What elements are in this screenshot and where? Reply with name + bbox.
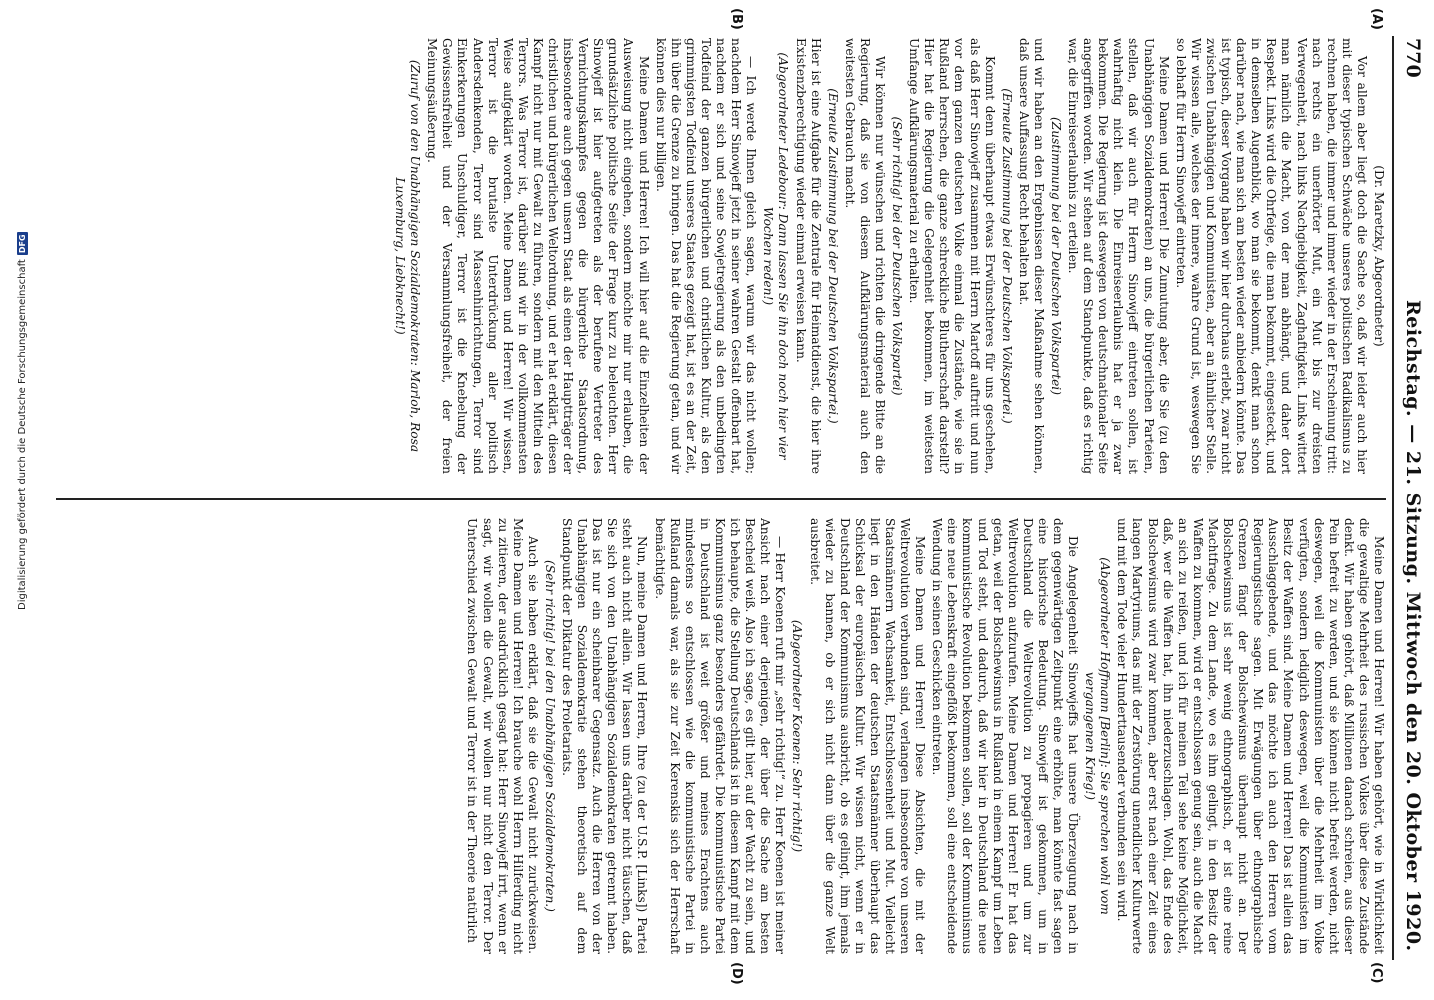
interjection-paragraph: (Abgeordneter Hoffmann [Berlin]: Sie sprechen wohl vom vergangenen Krieg!) bbox=[1083, 557, 1113, 915]
interjection-paragraph: (Sehr richtig! bei den Unabhängigen Sozialdemokraten.) bbox=[542, 560, 557, 912]
speech-paragraph: — Ich werde Ihnen gleich sagen, warum wir das nicht wollen; nachdem Herr Sinowjeff jetzt in seiner wahren Gestalt offenbart hat, nachdem er sich und seine Sowjetregierung als den unbedingten Todfeind der ganzen bürgerlichen und christlichen Kultur, als den grimmigsten Todfeind unseres Staates gezeigt hat, ist es an der Zeit, ihn über die Grenze zu bringen. Das hat die Regierung getan, und wir können dies nur billigen. bbox=[653, 38, 759, 474]
speech-paragraph: Hier ist eine Aufgabe für die Zentrale für Heimatdienst, die hier ihre Existenzberechtigung wieder einmal erweisen kann. bbox=[793, 38, 823, 474]
dfg-logo-icon: DFG bbox=[17, 234, 27, 254]
speech-paragraph: (Dr. Maretzky, Abgeordneter) bbox=[1372, 165, 1386, 347]
right-text-column bbox=[56, 518, 1386, 954]
digitization-credit bbox=[14, 230, 30, 610]
speech-paragraph: und wir haben an den Ergebnissen dieser Maßnahme sehen können, daß unsere Auffassung Recht behalten hat. bbox=[1016, 38, 1046, 474]
margin-marker-a: (A) bbox=[1369, 8, 1384, 30]
interjection-paragraph: (Abgeordneter Koenen: Sehr richtig!) bbox=[790, 619, 805, 853]
interjection-paragraph: (Abgeordneter Ledebour: Dann lassen Sie ihn doch noch hier vier Wochen reden!) bbox=[761, 52, 791, 460]
interjection-paragraph: (Zustimmung bei der Deutschen Volkspartei) bbox=[1049, 117, 1064, 395]
margin-marker-d: (D) bbox=[729, 962, 744, 985]
interjection-paragraph: (Erneute Zustimmung bei der Deutschen Volkspartei.) bbox=[825, 88, 840, 424]
interjection-paragraph: (Erneute Zustimmung bei der Deutschen Volkspartei.) bbox=[999, 88, 1014, 424]
speech-paragraph: Meine Damen und Herren! Ich will hier auf die Einzelheiten der Ausweisung nicht eingehen, sondern möchte mir nur erlauben, die grundsätzliche politische Seite der Frage kurz zu beleuchten. Herr Sinowjeff ist hier aufgetreten als der berufene Vertreter des Vernichtungskampfes gegen die bürgerliche Staatsordnung, insbesondere auch gegen unsern Staat als einen der Hauptträger der christlichen und bürgerlichen Weltordnung, und er hat erklärt, diesen Kampf nicht nur mit Gewalt zu führen, sondern mit den Mitteln des Terrors. Was Terror ist, darüber sind wir in der vollkommensten Weise aufgeklärt worden. Meine Damen und Herren! Wir wissen, Terror ist die brutalste Unterdrückung aller politisch Andersdenkenden, Terror sind Massenhinrichtungen, Terror sind Einkerkerungen Unschuldiger, Terror ist die Knebelung der Gewissensfreiheit und der Versammlungsfreiheit, der freien Meinungsäußerung. bbox=[425, 38, 651, 474]
interjection-paragraph: (Sehr richtig! bei der Deutschen Volkspartei) bbox=[890, 116, 905, 396]
header-rule bbox=[1392, 36, 1394, 960]
speech-paragraph: — Herr Koenen ruft mir „sehr richtig!“ zu. Herr Koenen ist meiner Ansicht nach einer derjenigen, der über die Sache am besten Bescheid weiß. Also ich sage, es gilt hier, auf der Wacht zu sein, und ich behaupte, die Stellung Deutschlands ist in diesem Kampf mit dem Kommunismus ganz besonders gefährdet. Die kommunistische Partei in Deutschland ist weit größer und meines Erachtens auch mindestens so entschlossen wie die kommunistische Partei in Rußland damals war, als sie zur Zeit Kerenskis sich der Herrschaft bemächtigte. bbox=[652, 518, 788, 954]
speech-paragraph: Vor allem aber liegt doch die Sache so, daß wir leider auch hier mit dieser typischen Schwäche unseres politischen Radikalismus zu rechnen haben, die immer und immer wieder in der Erscheinung tritt: nach rechts ein unerhörter Mut, ein Mut bis zur dreisten Verwegenheit, nach links Nachgiebigkeit, Zaghaftigkeit. Links wittert man nämlich die Macht, von der man abhängt, und daher dort Respekt. Links wird die Ohrfeige, die man bekommt, eingesteckt, und in demselben Augenblick, wo man sie bekommt, denkt man schon darüber nach, wie man sich am besten wieder anbiedern könnte. Das ist typisch, dieser Vorgang haben wir hier durchaus erlebt, zwar nicht zwischen Unabhängigen und Kommunisten, aber an ähnlicher Stelle. Wir wissen alle, welches der innere, wahre Grund ist, weswegen Sie so lebhaft für Herrn Sinowjeff eintreten. bbox=[1173, 38, 1369, 474]
interjection-paragraph: (Zuruf von den Unabhängigen Sozialdemokraten: Marloh, Rosa Luxemburg, Liebknecht!) bbox=[393, 59, 423, 453]
running-title: Reichstag. — 21. Sitzung. Mittwoch den 20. Oktober 1920. bbox=[1402, 300, 1424, 952]
left-text-column bbox=[56, 38, 1386, 474]
speech-paragraph: Kommt denn überhaupt etwas Erwünschteres für uns geschehen, als daß Herr Sinowjeff zusammen mit Herrn Martoff auftritt und nun vor dem ganzen deutschen Volke einmal die Zustände, wie sie in Rußland herrschen, die ganze schreckliche Blutherrschaft darstellt? Hier hat die Regierung die Gelegenheit bekommen, im weitesten Umfange Aufklärungsmaterial zu erhalten. bbox=[907, 38, 997, 474]
column-divider bbox=[56, 498, 1386, 500]
page-header bbox=[1390, 0, 1434, 1000]
margin-marker-b: (B) bbox=[729, 8, 744, 30]
speech-paragraph: Meine Damen und Herren! Wir haben gehört, wie in Wirklichkeit die gewaltige Mehrheit des russischen Volkes über diese Zustände denkt. Wir haben gehört, daß Millionen danach schreien, aus dieser Pein befreit zu werden, und sie können nicht befreit werden, nicht deswegen, weil die Kommunisten über die Mehrheit im Volke verfügten, sondern lediglich deswegen, weil die Kommunisten im Besitz der Waffen sind. Meine Damen und Herren! Das ist allein das Ausschlaggebende, und das möchte ich auch den Herren vom Regierungstische sagen. Mit Erwägungen über ethnographische Grenzen fängt der Bolschewismus überhaupt nicht an. Der Bolschewismus ist sehr wenig ethnographisch, er ist eine reine Machtfrage. Zu dem Lande, wo es ihm gelingt, in den Besitz der Waffen zu kommen, wird er entschlossen genug sein, auch die Macht an sich zu reißen, und ich für meinen Teil sehe keine Möglichkeit, daß, wer die Waffen hat, ihn niederzuschlagen. Wohl, das Ende des Bolschewismus wird zwar kommen, aber erst nach einer Zeit eines langen Martyriums, das mit der Zerstörung unendlicher Kulturwerte und mit dem Tode vieler Hunderttausender verbunden sein wird. bbox=[1115, 518, 1386, 954]
speech-paragraph: Auch sie haben erklärt, daß sie die Gewalt nicht zurückweisen. Meine Damen und Herren! Ich brauche wohl Herrn Hilferding nicht zu zitieren, der ausdrücklich gesagt hat: Herr Sinowjeff irrt, wenn er sagt, wir wollen die Gewalt, wir wollen nur nicht den Terror. Der Unterschied zwischen Gewalt und Terror ist in der Theorie natürlich bbox=[465, 518, 540, 954]
speech-paragraph: Meine Damen und Herren! Die Zumutung aber, die Sie (zu den Unabhängigen Sozialdemokraten) an uns, die bürgerlichen Parteien, stellen, daß wir auch für Herrn Sinowjeff eintreten sollen, ist wahrhaftig nicht klein. Die Einreiseerlaubnis hat er ja zwar bekommen. Die Regierung ist deswegen von deutschnationaler Seite angegriffen worden. Wir stehen auf dem Standpunkte, daß es richtig war, die Einreiseerlaubnis zu erteilen. bbox=[1066, 38, 1171, 474]
speech-paragraph: Nun, meine Damen und Herren, Ihre (zu der U.S.P. [Links]) Partei steht auch nicht allein. Wir lassen uns darüber nicht täuschen, daß Sie sich von den Unabhängigen Sozialdemokraten getrennt haben. Das ist nur ein scheinbarer Gegensatz. Auch die Herren von der Unabhängigen Sozialdemokratie stehen theoretisch auf dem Standpunkt der Diktatur des Proletariats. bbox=[560, 518, 650, 954]
page-number: 770 bbox=[1402, 38, 1424, 78]
credit-text: Digitalisierung gefördert durch die Deutsche Forschungsgemeinschaft bbox=[16, 259, 28, 610]
speech-paragraph: Wir können nur wünschen und richten die dringende Bitte an die Regierung, daß sie von diesem Aufklärungsmaterial auch den weitesten Gebrauch macht. bbox=[842, 38, 887, 474]
speech-paragraph: Die Angelegenheit Sinowjeffs hat unsere Überzeugung nach in dem gegenwärtigen Zeitpunkt eine erhöhte, man könnte fast sagen eine historische Bedeutung. Sinowjeff ist gekommen, um in Deutschland die Weltrevolution zu propagieren und um zur Weltrevolution aufzurufen. Meine Damen und Herren! Er hat das getan, weil der Bolschewismus in Rußland in einem Kampf um Leben und Tod steht, und dadurch, daß wir hier in Deutschland die neue kommunistische Revolution bekommen sollen, soll der Kommunismus eine neue Lebenskraft eingeflößt bekommen, soll eine entscheidende Wendung in seinen Geschicken eintreten. bbox=[930, 518, 1081, 954]
margin-marker-c: (C) bbox=[1369, 962, 1384, 984]
speech-paragraph: Meine Damen und Herren! Diese Absichten, die mit der Weltrevolution verbunden sind, verlangen insbesondere von unseren Staatsmännern Wachsamkeit, Entschlossenheit und Mut. Vielleicht liegt in den Händen der deutschen Staatsmänner überhaupt das Schicksal der europäischen Kultur. Wir wissen nicht, wenn er in Deutschland der Kommunismus ausbricht, ob es gelingt, ihm jemals wieder zu bannen, ob er sich nicht dann über die ganze Welt ausbreitet. bbox=[807, 518, 928, 954]
